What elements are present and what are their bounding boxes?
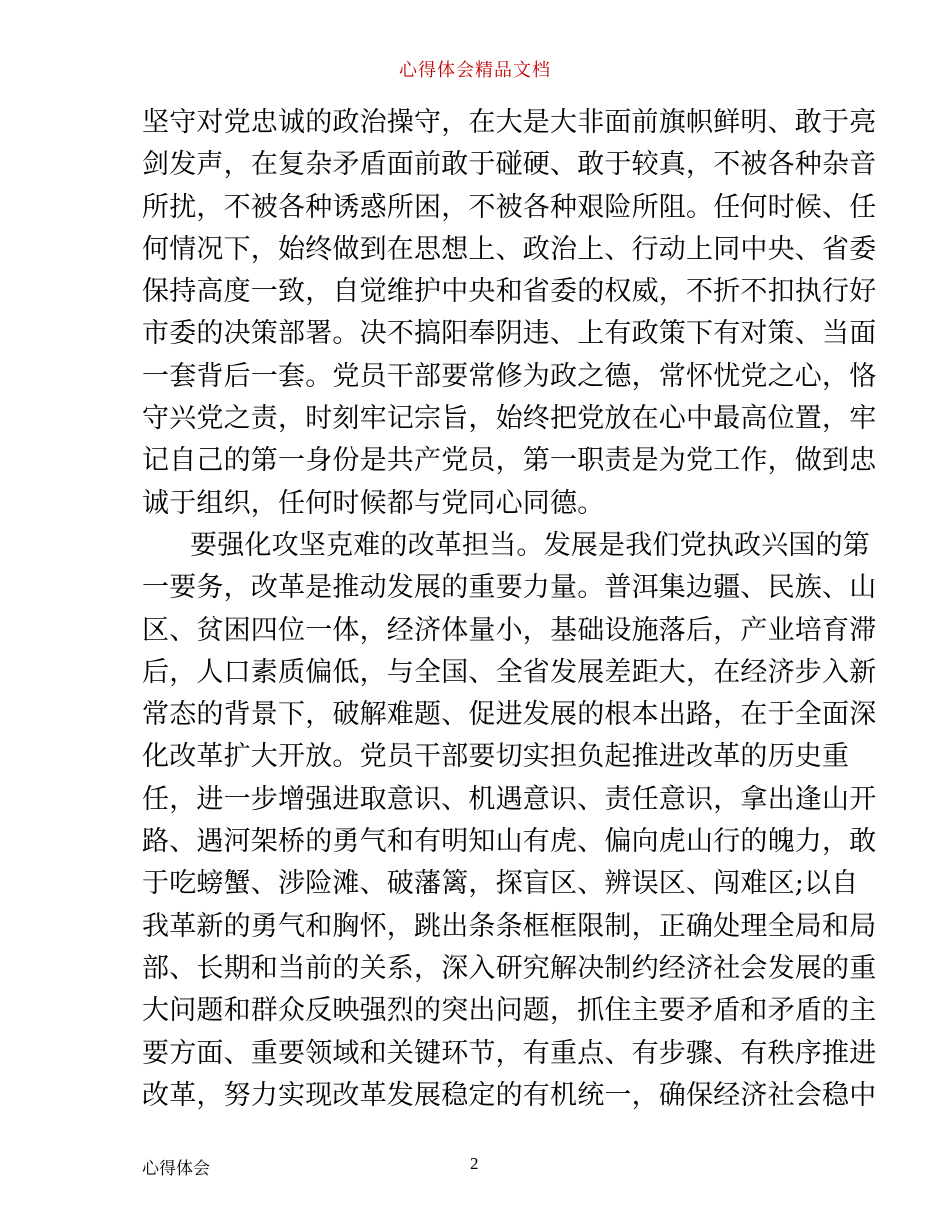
text-line: 要方面、重要领域和关键环节，有重点、有步骤、有秩序推进 (142, 1037, 877, 1069)
text-line: 我革新的勇气和胸怀，跳出条条框框限制，正确处理全局和局 (142, 910, 877, 942)
text-line: 一要务，改革是推动发展的重要力量。普洱集边疆、民族、山 (142, 572, 877, 604)
text-line: 于吃螃蟹、涉险滩、破藩篱，探盲区、辨误区、闯难区;以自 (142, 868, 859, 900)
text-line: 任，进一步增强进取意识、机遇意识、责任意识，拿出逢山开 (142, 783, 877, 815)
text-line: 改革，努力实现改革发展稳定的有机统一，确保经济社会稳中 (142, 1079, 877, 1111)
text-line: 要强化攻坚克难的改革担当。发展是我们党执政兴国的第 (190, 529, 870, 561)
text-line: 部、长期和当前的关系，深入研究解决制约经济社会发展的重 (142, 952, 877, 984)
text-line: 守兴党之责，时刻牢记宗旨，始终把党放在心中最高位置，牢 (142, 403, 877, 435)
text-line: 何情况下，始终做到在思想上、政治上、行动上同中央、省委 (142, 233, 877, 265)
text-line: 记自己的第一身份是共产党员，第一职责是为党工作，做到忠 (142, 445, 877, 477)
text-line: 剑发声，在复杂矛盾面前敢于碰硬、敢于较真，不被各种杂音 (142, 149, 877, 181)
text-line: 区、贫困四位一体，经济体量小，基础设施落后，产业培育滞 (142, 614, 877, 646)
text-line: 常态的背景下，破解难题、促进发展的根本出路，在于全面深 (142, 699, 877, 731)
page-number: 2 (470, 1154, 479, 1173)
document-body (142, 102, 877, 1117)
text-line: 坚守对党忠诚的政治操守，在大是大非面前旗帜鲜明、敢于亮 (142, 107, 877, 138)
document-header: 心得体会精品文档 (399, 60, 551, 81)
text-line: 保持高度一致，自觉维护中央和省委的权威，不折不扣执行好 (142, 276, 877, 308)
text-line: 后，人口素质偏低，与全国、全省发展差距大，在经济步入新 (142, 656, 877, 688)
text-line: 大问题和群众反映强烈的突出问题，抓住主要矛盾和矛盾的主 (142, 995, 877, 1027)
text-line: 路、遇河架桥的勇气和有明知山有虎、偏向虎山行的魄力，敢 (142, 826, 877, 858)
footer-label: 心得体会 (142, 1159, 210, 1179)
text-line: 诚于组织，任何时候都与党同心同德。 (142, 487, 605, 519)
text-line: 化改革扩大开放。党员干部要切实担负起推进改革的历史重 (142, 741, 850, 773)
text-line: 一套背后一套。党员干部要常修为政之德，常怀忧党之心，恪 (142, 360, 877, 392)
text-line: 所扰，不被各种诱惑所困，不被各种艰险所阻。任何时候、任 (142, 191, 877, 223)
text-line: 市委的决策部署。决不搞阳奉阴违、上有政策下有对策、当面 (142, 318, 877, 350)
